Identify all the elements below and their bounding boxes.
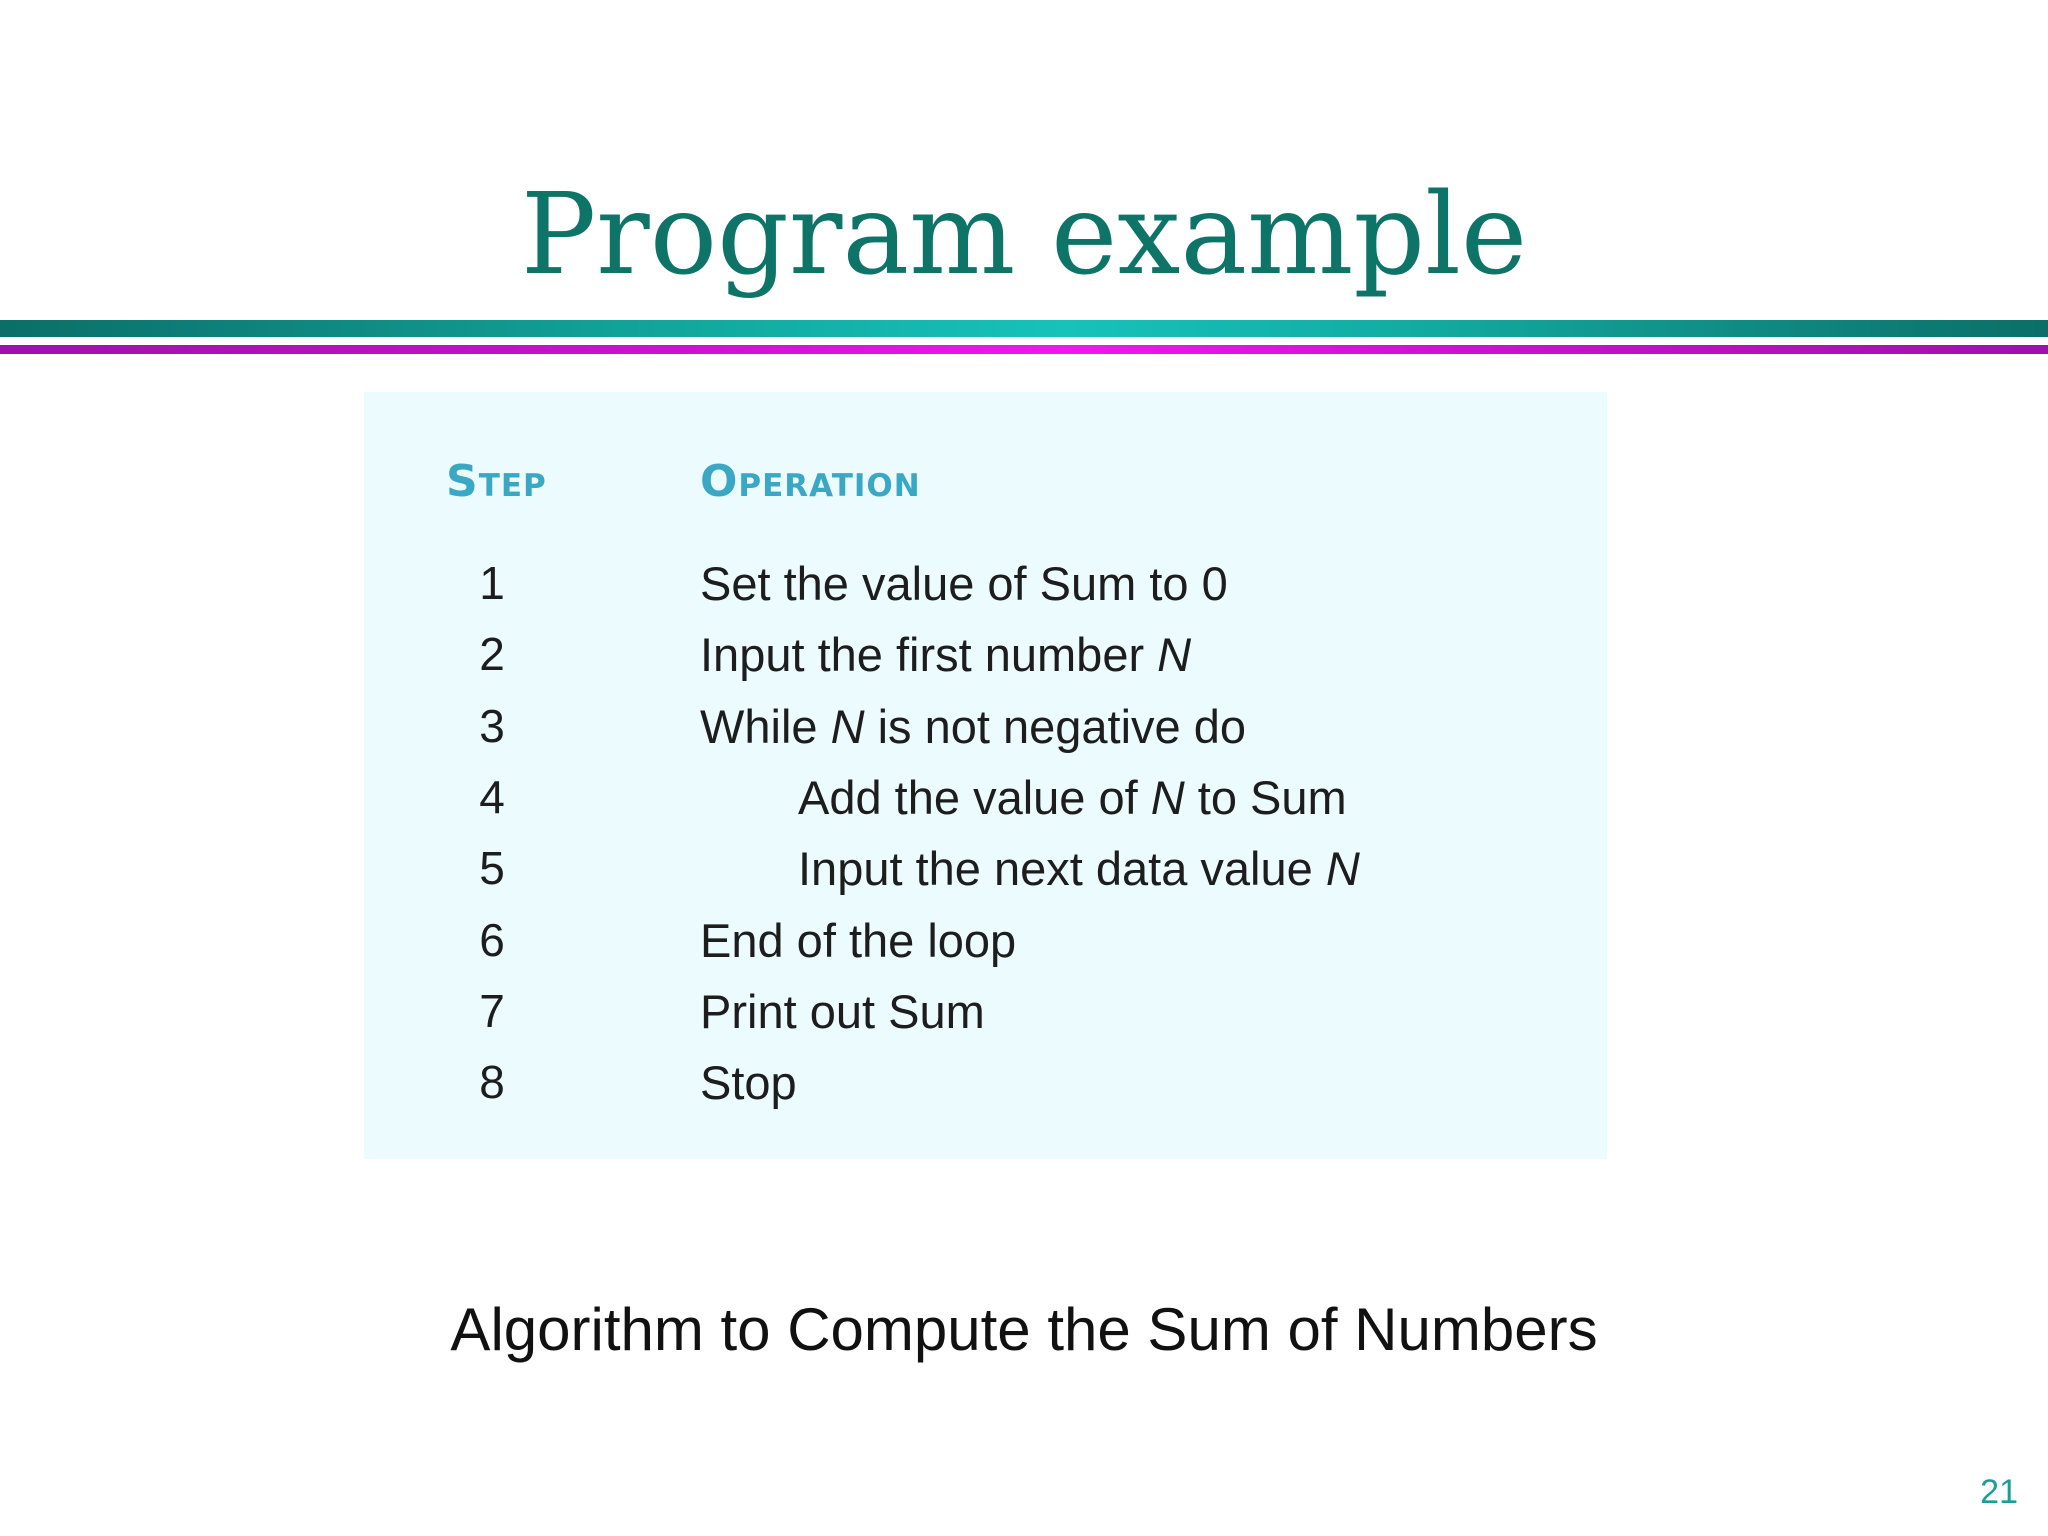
step-operation: Input the next data value N bbox=[798, 842, 1360, 896]
algorithm-table bbox=[364, 392, 1607, 1159]
step-operation: End of the loop bbox=[700, 913, 1017, 967]
table-row bbox=[364, 691, 1607, 762]
step-operation: Add the value of N to Sum bbox=[798, 770, 1347, 824]
step-operation: Set the value of Sum to 0 bbox=[700, 557, 1228, 610]
table-row bbox=[364, 619, 1607, 690]
table-row bbox=[364, 762, 1607, 833]
step-number: 6 bbox=[479, 913, 505, 966]
step-operation: Print out Sum bbox=[700, 984, 985, 1038]
slide-number: 21 bbox=[1980, 1473, 2018, 1511]
step-number: 4 bbox=[479, 770, 505, 823]
table-row bbox=[364, 548, 1607, 619]
title-rule-teal bbox=[0, 320, 2048, 337]
table-row bbox=[364, 833, 1607, 904]
column-header-operation: Operation bbox=[700, 456, 921, 507]
table-row bbox=[364, 976, 1607, 1047]
step-operation: Stop bbox=[700, 1056, 797, 1110]
column-header-step: Step bbox=[446, 456, 547, 507]
step-number: 2 bbox=[479, 628, 505, 681]
step-operation: While N is not negative do bbox=[700, 699, 1247, 753]
step-operation: Input the first number N bbox=[700, 628, 1192, 682]
step-number: 1 bbox=[479, 557, 505, 609]
step-number: 5 bbox=[479, 842, 505, 895]
step-number: 7 bbox=[479, 984, 505, 1037]
step-number: 8 bbox=[479, 1056, 505, 1109]
slide-title: Program example bbox=[520, 170, 1528, 300]
table-row bbox=[364, 905, 1607, 976]
table-row bbox=[364, 1047, 1607, 1118]
title-rule-magenta bbox=[0, 345, 2048, 354]
slide-caption: Algorithm to Compute the Sum of Numbers bbox=[450, 1296, 1598, 1363]
step-number: 3 bbox=[479, 699, 505, 752]
